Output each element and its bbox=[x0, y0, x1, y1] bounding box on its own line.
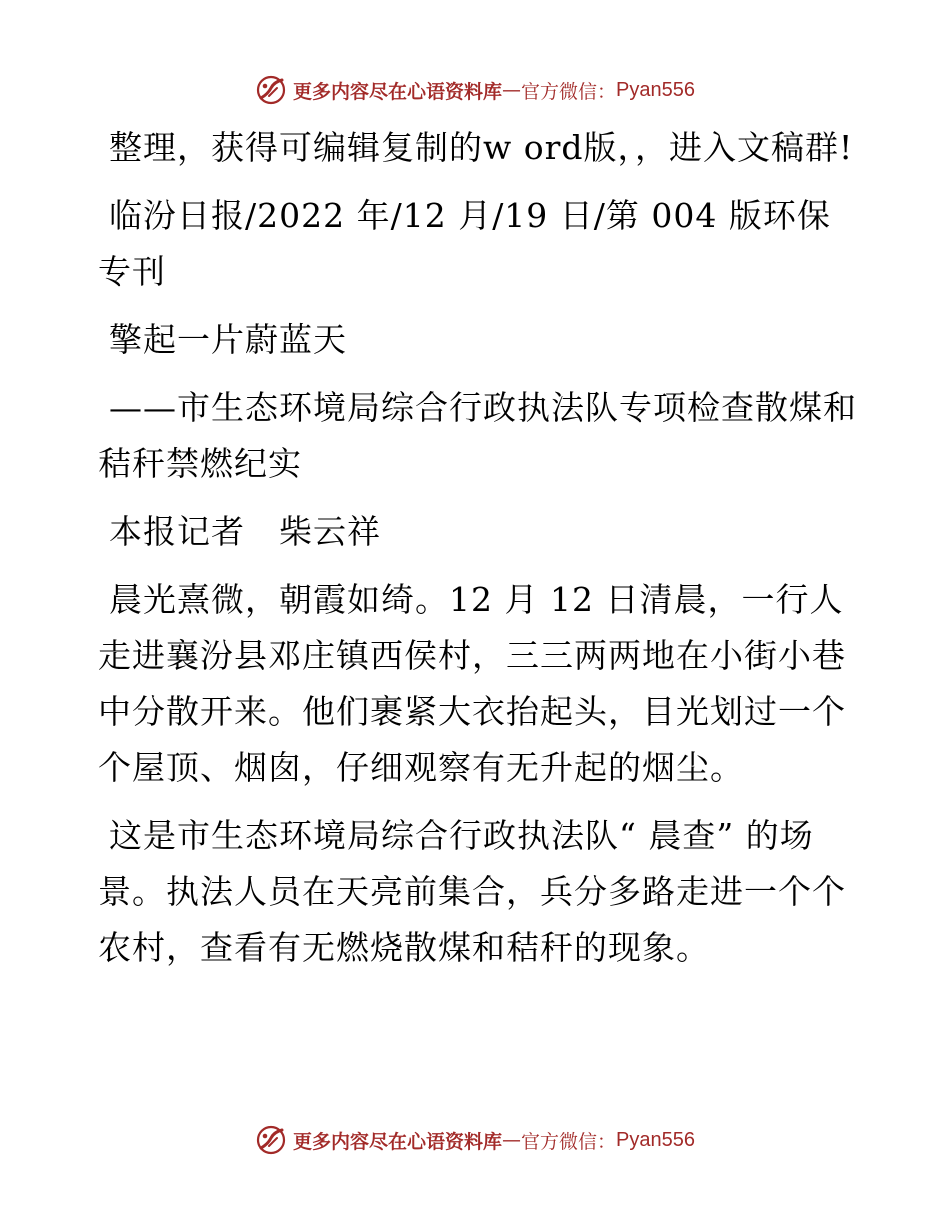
body-paragraph-1: 晨光熹微，朝霞如绮。12 月 12 日清晨，一行人走进襄汾县邓庄镇西侯村，三三两两地在小街小巷中分散开来。他们裹紧大衣抬起头，目光划过一个个屋顶、烟囱，仔细观察有无升起的烟尘。 bbox=[98, 580, 846, 787]
document-body bbox=[98, 120, 858, 988]
byline: 本报记者 柴云祥 bbox=[109, 512, 381, 551]
source-line: 临汾日报/2022 年/12 月/19 日/第 004 版环保专刊 bbox=[98, 196, 831, 291]
article-subtitle: ——市生态环境局综合行政执法队专项检查散煤和秸秆禁燃纪实 bbox=[98, 388, 857, 483]
banner-wechat-label: 官方微信： bbox=[521, 80, 617, 103]
banner-wechat-id: Pyan556 bbox=[616, 78, 695, 101]
banner-dash: — bbox=[502, 1129, 522, 1151]
banner-dash: — bbox=[502, 79, 522, 101]
intro-note: 整理，获得可编辑复制的w ord版，，进入文稿群! bbox=[109, 128, 854, 167]
footer-banner bbox=[0, 1120, 950, 1160]
pen-logo-icon bbox=[255, 1124, 287, 1156]
banner-title: 更多内容尽在心语资料库 bbox=[293, 80, 503, 103]
header-banner bbox=[0, 70, 950, 110]
body-paragraph-2: 这是市生态环境局综合行政执法队“ 晨查” 的场景。执法人员在天亮前集合，兵分多路走进一个个农村，查看有无燃烧散煤和秸秆的现象。 bbox=[98, 816, 846, 967]
banner-wechat-label: 官方微信： bbox=[521, 1130, 617, 1153]
article-title: 擎起一片蔚蓝天 bbox=[109, 320, 347, 359]
banner-title: 更多内容尽在心语资料库 bbox=[293, 1130, 503, 1153]
banner-wechat-id: Pyan556 bbox=[616, 1128, 695, 1151]
pen-logo-icon bbox=[255, 74, 287, 106]
